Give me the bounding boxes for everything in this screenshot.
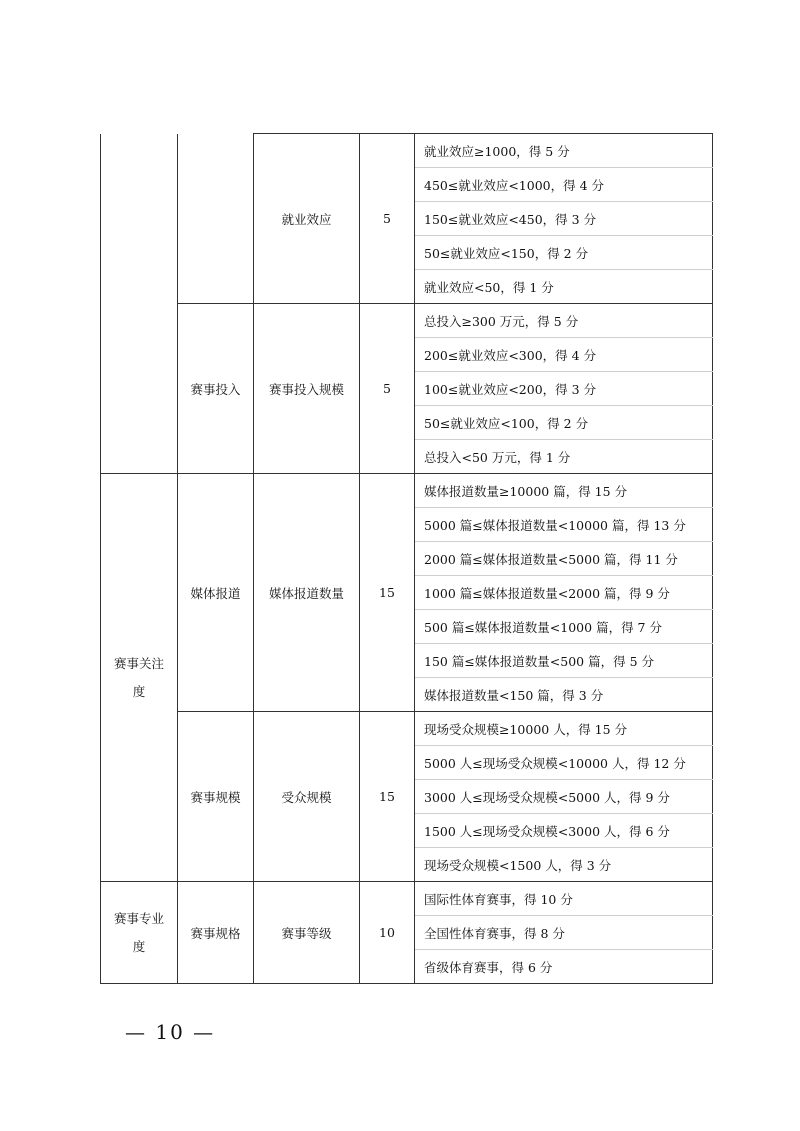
criterion-cell: 全国性体育赛事，得 8 分: [415, 916, 713, 950]
score-cell: 15: [360, 712, 415, 882]
page-number: — 10 —: [125, 1020, 216, 1044]
criterion-cell: 1000 篇≤媒体报道数量<2000 篇，得 9 分: [415, 576, 713, 610]
category-cell: 赛事投入: [178, 304, 254, 474]
dimension-label-line2: 度: [132, 938, 146, 954]
criterion-cell: 总投入≥300 万元，得 5 分: [415, 304, 713, 338]
criterion-cell: 100≤就业效应<200，得 3 分: [415, 372, 713, 406]
dimension-cell: [101, 474, 178, 882]
score-cell: 15: [360, 474, 415, 712]
indicator-cell: 媒体报道数量: [254, 474, 360, 712]
category-cell: 赛事规模: [178, 712, 254, 882]
criterion-cell: 2000 篇≤媒体报道数量<5000 篇，得 11 分: [415, 542, 713, 576]
table-row: [101, 134, 713, 168]
criterion-cell: 媒体报道数量<150 篇，得 3 分: [415, 678, 713, 712]
indicator-cell: 赛事等级: [254, 882, 360, 984]
criterion-cell: 现场受众规模≥10000 人，得 15 分: [415, 712, 713, 746]
dimension-cell: [101, 882, 178, 984]
dimension-label-line1: 赛事专业: [113, 911, 164, 926]
criterion-cell: 就业效应<50，得 1 分: [415, 270, 713, 304]
dimension-label-line1: 赛事关注: [113, 656, 164, 671]
score-cell: 5: [360, 304, 415, 474]
criterion-cell: 450≤就业效应<1000，得 4 分: [415, 168, 713, 202]
scoring-table: [100, 133, 713, 984]
criterion-cell: 500 篇≤媒体报道数量<1000 篇，得 7 分: [415, 610, 713, 644]
table-row: [101, 304, 713, 338]
table-row: [101, 882, 713, 916]
criterion-cell: 现场受众规模<1500 人，得 3 分: [415, 848, 713, 882]
criterion-cell: 就业效应≥1000，得 5 分: [415, 134, 713, 168]
criterion-cell: 省级体育赛事，得 6 分: [415, 950, 713, 984]
score-cell: 10: [360, 882, 415, 984]
score-cell: 5: [360, 134, 415, 304]
criterion-cell: 50≤就业效应<150，得 2 分: [415, 236, 713, 270]
table-row: [101, 474, 713, 508]
dimension-cell: [101, 134, 178, 474]
criterion-cell: 150≤就业效应<450，得 3 分: [415, 202, 713, 236]
category-cell: 赛事规格: [178, 882, 254, 984]
criterion-cell: 50≤就业效应<100，得 2 分: [415, 406, 713, 440]
dimension-label-line2: 度: [132, 683, 146, 699]
indicator-cell: 受众规模: [254, 712, 360, 882]
criterion-cell: 5000 篇≤媒体报道数量<10000 篇，得 13 分: [415, 508, 713, 542]
criterion-cell: 1500 人≤现场受众规模<3000 人，得 6 分: [415, 814, 713, 848]
indicator-cell: 就业效应: [254, 134, 360, 304]
criterion-cell: 150 篇≤媒体报道数量<500 篇，得 5 分: [415, 644, 713, 678]
category-cell: [178, 134, 254, 304]
criterion-cell: 5000 人≤现场受众规模<10000 人，得 12 分: [415, 746, 713, 780]
category-cell: 媒体报道: [178, 474, 254, 712]
criterion-cell: 国际性体育赛事，得 10 分: [415, 882, 713, 916]
criterion-cell: 总投入<50 万元，得 1 分: [415, 440, 713, 474]
criterion-cell: 3000 人≤现场受众规模<5000 人，得 9 分: [415, 780, 713, 814]
indicator-cell: 赛事投入规模: [254, 304, 360, 474]
criterion-cell: 200≤就业效应<300，得 4 分: [415, 338, 713, 372]
criterion-cell: 媒体报道数量≥10000 篇，得 15 分: [415, 474, 713, 508]
table-row: [101, 712, 713, 746]
